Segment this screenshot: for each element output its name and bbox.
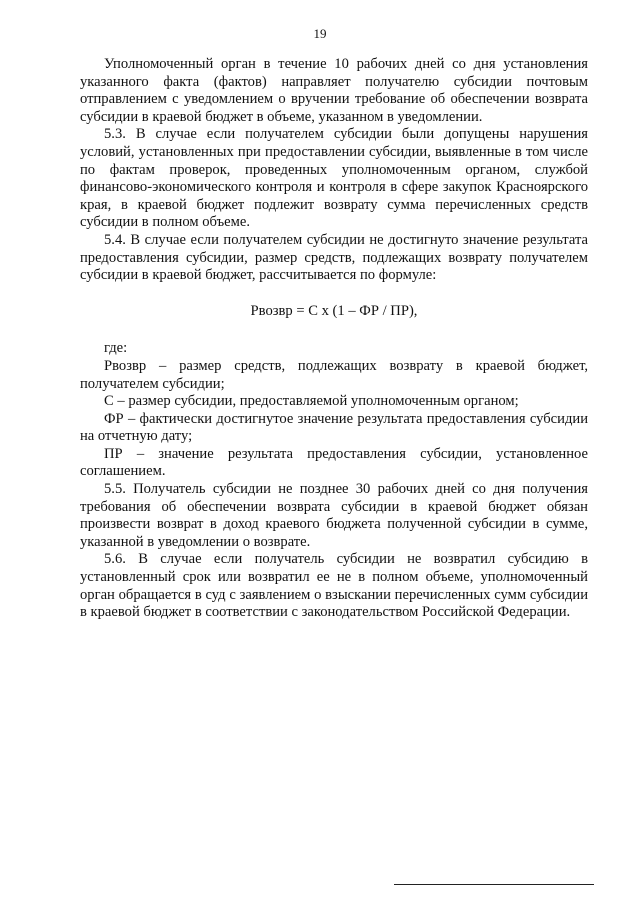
definition-s: С – размер субсидии, предоставляемой уполномоченным органом; (104, 393, 519, 410)
paragraph-5-3: 5.3. В случае если получателем субсидии были допущены нарушения условий, установленных при предоставлении субсидии, выявленные в том числе по фактам проверок, проведенных уполномоченным органом, службой финансово-экономического контроля и контроля в сфере закупок Красноярского края, в краевой бюджет подлежит возврату сумма перечисленных средств субсидии в полном объеме. (80, 126, 588, 231)
definition-fr: ФР – фактически достигнутое значение результата предоставления субсидии на отчетную дату; (80, 410, 588, 445)
definition-pr: ПР – значение результата предоставления субсидии, установленное соглашением. (80, 445, 588, 480)
formula: Рвозвр = С х (1 – ФР / ПР), (250, 302, 418, 319)
paragraph-5-6: 5.6. В случае если получатель субсидии не возвратил субсидию в установленный срок или возвратил ее не в полном объеме, уполномоченный орган обращается в суд с заявлением о взыскании перечисленных сумм субсидии в краевой бюджет в соответствии с законодательством Российской Федерации. (80, 551, 588, 621)
paragraph-where: где: (104, 340, 128, 357)
document-body (80, 56, 588, 622)
paragraph-notice-return: Уполномоченный орган в течение 10 рабочих дней со дня установления указанного факта (фактов) направляет получателю субсидии почтовым отправлением с уведомлением о вручении требование об обеспечении возврата субсидии в краевой бюджет в объеме, указанном в уведомлении. (80, 56, 588, 125)
paragraph-5-4: 5.4. В случае если получателем субсидии не достигнуто значение результата предоставления субсидии, размер средств, подлежащих возврату получателем субсидии в краевой бюджет, рассчитывается по формуле: (80, 231, 588, 284)
footer-divider (394, 884, 594, 885)
definition-rvozvr: Рвозвр – размер средств, подлежащих возврату в краевой бюджет, получателем субсидии; (80, 357, 588, 392)
paragraph-5-5: 5.5. Получатель субсидии не позднее 30 рабочих дней со дня получения требования об обеспечении возврата субсидии в краевой бюджет обязан произвести возврат в доход краевого бюджета полученной субсидии в сумме, указанной в уведомлении о возврате. (80, 481, 588, 550)
page-number: 19 (313, 26, 327, 41)
